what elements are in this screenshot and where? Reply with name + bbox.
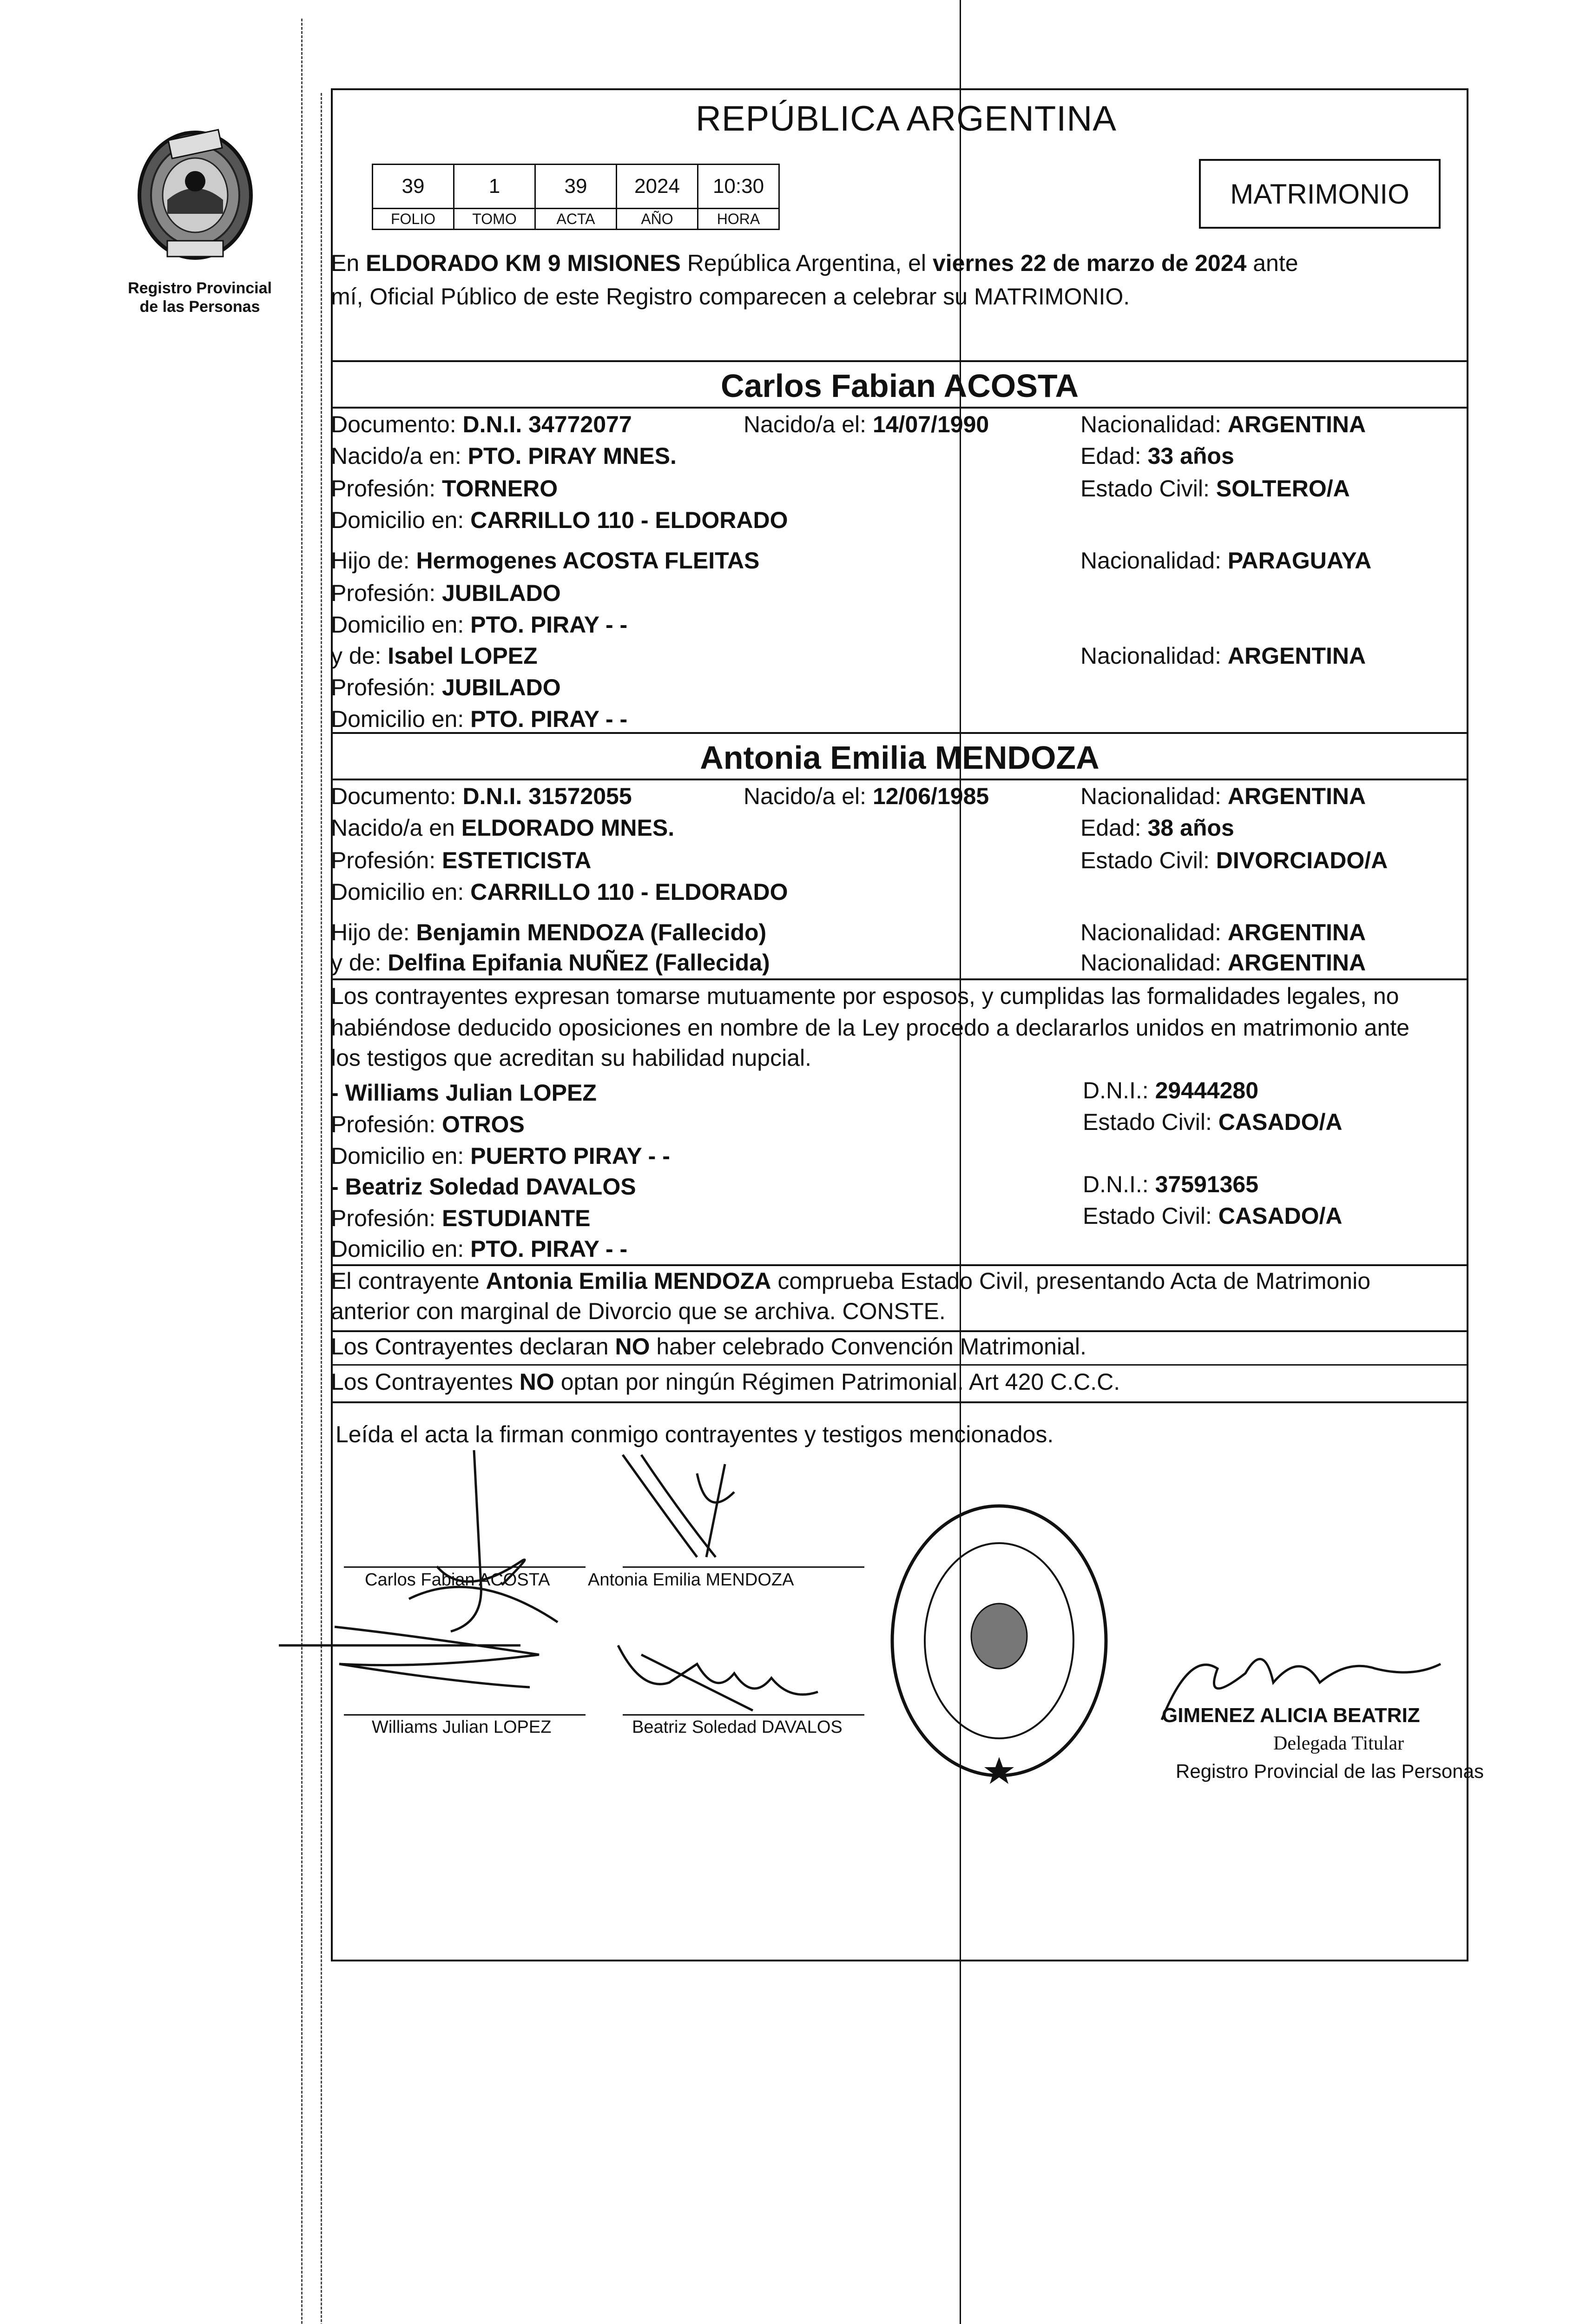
folio-label: FOLIO [373,209,454,230]
c2-nacido-el [744,782,989,811]
folio-table [372,164,780,230]
contrayente2-name: Antonia Emilia MENDOZA [700,739,1099,776]
emphasis: NO [519,1369,554,1395]
testigo2-dni [1083,1170,1258,1199]
value: ARGENTINA [1227,919,1366,945]
label: Nacionalidad: [1080,411,1228,437]
divider [331,1264,1468,1266]
divider [331,1364,1468,1366]
label: Hijo de: [331,919,416,945]
value: Hermogenes ACOSTA FLEITAS [416,548,760,574]
c2-madre-nacionalidad [1080,948,1366,977]
tomo-value: 1 [454,165,535,209]
value: 29444280 [1155,1077,1259,1103]
value: PARAGUAYA [1227,548,1372,574]
value: 14/07/1990 [872,411,989,437]
label: Nacionalidad: [1080,643,1228,669]
c2-nacido-en [331,813,674,842]
label: Domicilio en: [331,507,471,533]
signature-caption-beatriz: Beatriz Soledad DAVALOS [632,1717,843,1737]
margin-line-left [301,19,303,2324]
signature-beatriz-davalos [613,1636,827,1720]
value: CARRILLO 110 - ELDORADO [470,879,788,905]
tomo-label: TOMO [454,209,535,230]
intro-date: viernes 22 de marzo de 2024 [932,250,1247,276]
c1-madre [331,641,538,670]
divider [331,732,1468,734]
value: JUBILADO [442,580,561,606]
divider [331,1401,1468,1403]
testigo2-estado-civil [1083,1202,1342,1230]
folio-value: 39 [373,165,454,209]
value: 33 años [1147,443,1234,469]
divider [331,779,1468,780]
regimen-line [331,1367,1120,1396]
value: ESTUDIANTE [442,1205,591,1231]
oficial-name: GIMENEZ ALICIA BEATRIZ [1162,1704,1420,1727]
value: D.N.I. 31572055 [462,783,632,809]
label: Domicilio en: [331,1143,471,1169]
value: PTO. PIRAY MNES. [467,443,677,469]
label: Nacido/a en: [331,443,468,469]
value: OTROS [442,1111,525,1137]
label: Profesión: [331,1205,442,1231]
c1-domicilio [331,506,788,535]
intro-text: República Argentina, el [680,250,933,276]
acta-value: 39 [535,165,617,209]
value: 37591365 [1155,1171,1259,1197]
signature-williams-lopez [279,1618,604,1710]
signature-line [623,1714,864,1716]
declaracion-line2: habiéndose deducido oposiciones en nombre de la Ley procedo a declararlos unidos en matrimonio ante [331,1015,1409,1041]
intro-place: ELDORADO KM 9 MISIONES [366,250,681,276]
logo-caption [102,279,297,316]
value: PTO. PIRAY - - [470,706,628,732]
c1-padre [331,546,759,575]
intro-text: ante [1246,250,1298,276]
c2-nacionalidad [1080,782,1366,811]
c2-edad [1080,813,1234,842]
value: ELDORADO MNES. [461,815,675,841]
testigo1-domicilio [331,1142,670,1170]
value: Benjamin MENDOZA (Fallecido) [416,919,767,945]
value: JUBILADO [442,674,561,700]
testigo1-name: - Williams Julian LOPEZ [331,1080,597,1106]
c2-doc [331,782,632,811]
c1-edad [1080,442,1234,470]
text: optan por ningún Régimen Patrimonial. Art 420 C.C.C. [554,1369,1120,1395]
intro-text: En [331,250,366,276]
value: PUERTO PIRAY - - [470,1143,670,1169]
c1-padre-nacionalidad [1080,546,1371,575]
text: haber celebrado Convención Matrimonial. [650,1334,1086,1360]
value: 38 años [1147,815,1234,841]
testigo2-domicilio [331,1235,627,1263]
c1-madre-domicilio [331,705,627,733]
value: ARGENTINA [1227,950,1366,976]
nota-civil-line1 [331,1267,1370,1295]
c1-madre-nacionalidad [1080,641,1366,670]
nota-civil-line2: anterior con marginal de Divorcio que se archiva. CONSTE. [331,1298,946,1324]
label: D.N.I.: [1083,1171,1155,1197]
testigo1-dni [1083,1076,1258,1105]
value: ARGENTINA [1227,783,1366,809]
label: Nacionalidad: [1080,950,1228,976]
label: Profesión: [331,475,442,502]
label: Profesión: [331,580,442,606]
label: Documento: [331,783,463,809]
divider [331,407,1468,409]
label: Nacionalidad: [1080,783,1228,809]
label: Estado Civil: [1083,1203,1218,1229]
label: Nacido/a el: [744,411,873,437]
intro-line1 [331,249,1298,277]
label: Nacionalidad: [1080,548,1228,574]
label: Estado Civil: [1083,1109,1218,1135]
value: CARRILLO 110 - ELDORADO [470,507,788,533]
value: SOLTERO/A [1216,475,1350,502]
logo-caption-line2: de las Personas [139,298,260,316]
label: Documento: [331,411,463,437]
value: 12/06/1985 [872,783,989,809]
provincia-misiones-seal-logo [125,116,265,270]
label: Edad: [1080,815,1148,841]
testigo1-estado-civil [1083,1108,1342,1136]
c2-padre-nacionalidad [1080,918,1366,947]
label: Domicilio en: [331,1236,471,1262]
c1-nacionalidad [1080,410,1366,439]
label: y de: [331,950,388,976]
anio-label: AÑO [617,209,698,230]
document-title: REPÚBLICA ARGENTINA [696,99,1117,139]
label: Domicilio en: [331,879,471,905]
label: Profesión: [331,1111,442,1137]
scan-fold-line [960,0,961,2324]
convencion-line [331,1332,1086,1361]
value: PTO. PIRAY - - [470,612,628,638]
label: Domicilio en: [331,612,471,638]
firmas-intro: Leída el acta la firman conmigo contrayentes y testigos mencionados. [336,1421,1054,1447]
label: Nacido/a el: [744,783,873,809]
testigo2-name: - Beatriz Soledad DAVALOS [331,1174,636,1200]
c1-padre-profesion [331,579,561,607]
value: ESTETICISTA [442,847,592,873]
label: Profesión: [331,847,442,873]
divider [331,978,1468,980]
label: Profesión: [331,674,442,700]
declaracion-line1: Los contrayentes expresan tomarse mutuamente por esposos, y cumplidas las formalidades legales, no [331,983,1399,1009]
value: Isabel LOPEZ [388,643,538,669]
signature-caption-antonia: Antonia Emilia MENDOZA [588,1570,794,1590]
label: Edad: [1080,443,1148,469]
c2-domicilio [331,878,788,906]
c2-madre [331,948,770,977]
text: El contrayente [331,1268,486,1294]
label: y de: [331,643,388,669]
oficial-cargo: Delegada Titular [1273,1733,1404,1754]
contrayente1-name: Carlos Fabian ACOSTA [720,368,1079,404]
c2-estado-civil [1080,846,1388,875]
signature-line [344,1714,586,1716]
signature-carlos-acosta [381,1446,567,1645]
label: Nacionalidad: [1080,919,1228,945]
acta-label: ACTA [535,209,617,230]
signature-line [344,1566,586,1568]
logo-caption-line1: Registro Provincial [128,279,272,297]
c2-padre [331,918,766,947]
c1-profesion [331,474,558,503]
c2-profesion [331,846,591,875]
value: Delfina Epifania NUÑEZ (Fallecida) [388,950,770,976]
text: Los Contrayentes declaran [331,1334,615,1360]
value: D.N.I. 34772077 [462,411,632,437]
signature-caption-williams: Williams Julian LOPEZ [372,1717,552,1737]
margin-line-right [321,93,322,2324]
declaracion-line3: los testigos que acreditan su habilidad nupcial. [331,1045,812,1071]
value: ARGENTINA [1227,411,1366,437]
c1-madre-profesion [331,673,561,702]
value: DIVORCIADO/A [1216,847,1388,873]
label: Estado Civil: [1080,847,1216,873]
c1-nacido-en [331,442,677,470]
oficial-registro: Registro Provincial de las Personas [1176,1760,1484,1782]
testigo2-profesion [331,1204,590,1233]
registry-stamp [878,1497,1120,1785]
c1-estado-civil [1080,474,1350,503]
label: Hijo de: [331,548,416,574]
emphasis: NO [615,1334,650,1360]
hora-value: 10:30 [698,165,779,209]
value: ARGENTINA [1227,643,1366,669]
c1-padre-domicilio [331,610,627,639]
signature-line [623,1566,864,1568]
label: Domicilio en: [331,706,471,732]
intro-line2: mí, Oficial Público de este Registro comparecen a celebrar su MATRIMONIO. [331,284,1130,310]
divider [331,360,1468,362]
acta-type-box: MATRIMONIO [1199,159,1441,229]
hora-label: HORA [698,209,779,230]
c1-doc [331,410,632,439]
label: Nacido/a en [331,815,461,841]
text: comprueba Estado Civil, presentando Acta de Matrimonio [771,1268,1371,1294]
anio-value: 2024 [617,165,698,209]
value: CASADO/A [1218,1109,1343,1135]
testigo1-profesion [331,1110,525,1139]
signature-caption-carlos: Carlos Fabian ACOSTA [365,1570,550,1590]
value: TORNERO [442,475,558,502]
value: CASADO/A [1218,1203,1343,1229]
text: Los Contrayentes [331,1369,520,1395]
label: D.N.I.: [1083,1077,1155,1103]
value: PTO. PIRAY - - [470,1236,628,1262]
c1-nacido-el [744,410,989,439]
name: Antonia Emilia MENDOZA [486,1268,771,1294]
label: Estado Civil: [1080,475,1216,502]
